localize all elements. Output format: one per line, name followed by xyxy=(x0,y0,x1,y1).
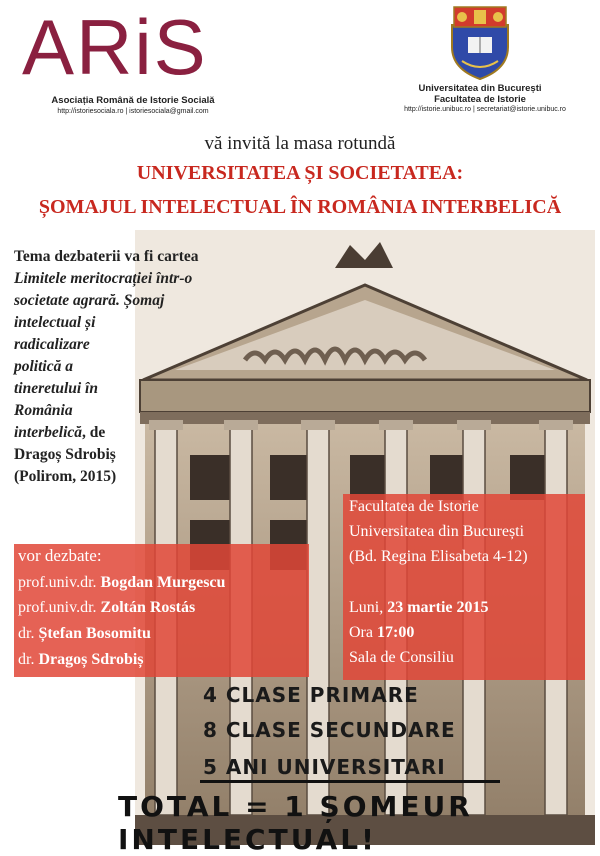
slogan-line3: 5 ANI UNIVERSITARI xyxy=(203,755,446,779)
venue-address: (Bd. Regina Elisabeta 4-12) xyxy=(349,548,528,565)
slogan-line1: 4 CLASE PRIMARE xyxy=(203,683,419,707)
book-title-line: Limitele meritocrației într-o xyxy=(14,270,193,287)
title-line1: UNIVERSITATEA ȘI SOCIETATEA: xyxy=(136,162,464,184)
event-day: Luni, xyxy=(349,599,388,616)
debater-title: prof.univ.dr. xyxy=(18,574,101,591)
book-title-line: România xyxy=(14,402,73,419)
book-title-line: societate agrară. Șomaj xyxy=(14,292,165,309)
aris-logo: ARiS xyxy=(22,3,208,91)
university-contact: http://istorie.unibuc.ro | secretariat@istorie.unibuc.ro xyxy=(404,106,566,113)
book-title-end: interbelică xyxy=(14,424,83,441)
book-title-line: politică a xyxy=(14,358,73,375)
debater-name: Bogdan Murgescu xyxy=(100,574,226,591)
aris-full-name: Asociația Română de Istorie Socială xyxy=(51,95,215,106)
event-box xyxy=(343,494,585,680)
book-author: Dragoș Sdrobiș xyxy=(14,446,116,463)
debater-name: Ștefan Bosomitu xyxy=(38,625,151,642)
venue-line: Universitatea din București xyxy=(349,523,525,540)
event-time xyxy=(349,624,414,642)
invite-line: vă invită la masa rotundă xyxy=(204,133,396,154)
university-name-line1: Universitatea din București xyxy=(418,83,542,94)
venue-line: Facultatea de Istorie xyxy=(349,498,479,515)
event-time-value: 17:00 xyxy=(376,624,415,641)
book-title-line: radicalizare xyxy=(14,336,90,353)
debater-row xyxy=(18,574,225,592)
debater-row xyxy=(18,651,144,669)
book-description xyxy=(14,246,269,488)
slogan-underline xyxy=(200,780,500,783)
university-crest-icon xyxy=(448,3,512,81)
debater-name: Zoltán Rostás xyxy=(100,599,196,616)
debater-name: Dragoș Sdrobiș xyxy=(38,651,144,668)
debater-row xyxy=(18,599,195,617)
debater-title: dr. xyxy=(18,651,39,668)
event-date xyxy=(349,599,489,617)
book-line xyxy=(14,422,269,444)
book-line: Tema dezbaterii va fi cartea xyxy=(14,248,199,265)
debaters-heading: vor dezbate: xyxy=(18,546,102,565)
aris-contact: http://istoriesociala.ro | istoriesociala@gmail.com xyxy=(57,108,209,115)
university-name-line2: Facultatea de Istorie xyxy=(434,94,526,105)
slogan-line2: 8 CLASE SECUNDARE xyxy=(203,718,456,742)
university-name xyxy=(385,83,575,105)
event-room: Sala de Consiliu xyxy=(349,649,454,666)
book-publisher: (Polirom, 2015) xyxy=(14,468,117,485)
event-time-label: Ora xyxy=(349,624,377,641)
event-date-value: 23 martie 2015 xyxy=(387,599,489,616)
book-title-line: intelectual și xyxy=(14,314,96,331)
debater-title: dr. xyxy=(18,625,39,642)
book-title-line: tineretului în xyxy=(14,380,98,397)
debaters-box xyxy=(14,544,309,677)
debater-title: prof.univ.dr. xyxy=(18,599,101,616)
debater-row xyxy=(18,625,151,643)
book-line-suffix: , de xyxy=(82,424,106,441)
slogan-total: TOTAL = 1 ȘOMEUR INTELECTUAL! xyxy=(118,790,473,856)
title-line2: ȘOMAJUL INTELECTUAL ÎN ROMÂNIA INTERBELICĂ xyxy=(38,196,562,218)
